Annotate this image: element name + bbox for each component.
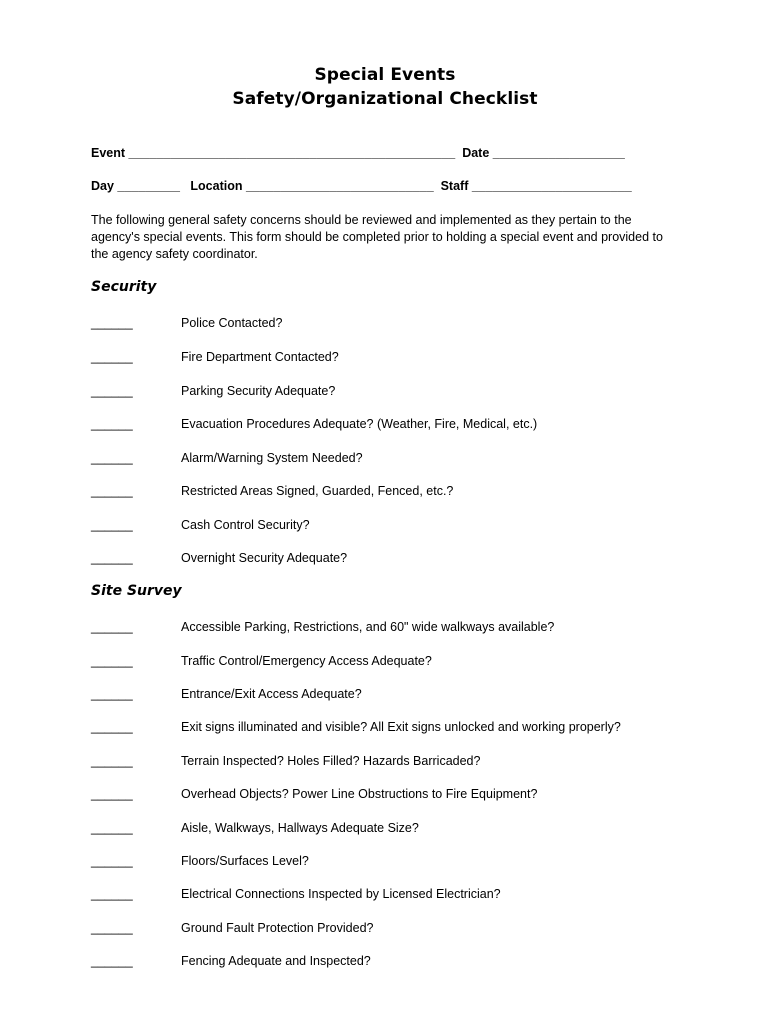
check-blank: ______ [91, 620, 133, 634]
item-label: Electrical Connections Inspected by Licensed Electrician? [181, 887, 501, 901]
item-label: Evacuation Procedures Adequate? (Weather, Fire, Medical, etc.) [181, 417, 538, 431]
check-blank: ______ [91, 484, 133, 498]
check-blank: ______ [91, 518, 133, 532]
check-blank: ______ [91, 954, 133, 968]
check-blank: ______ [91, 787, 133, 801]
day-location-staff-line: Day _________ Location ___________________________ Staff _______________________ [91, 179, 632, 193]
check-blank: ______ [91, 551, 133, 565]
item-label: Fire Department Contacted? [181, 350, 339, 364]
check-blank: ______ [91, 854, 133, 868]
check-blank: ______ [91, 451, 133, 465]
check-blank: ______ [91, 384, 133, 398]
item-label: Cash Control Security? [181, 518, 310, 532]
item-label: Floors/Surfaces Level? [181, 854, 309, 868]
item-label: Entrance/Exit Access Adequate? [181, 687, 362, 701]
item-label: Traffic Control/Emergency Access Adequate? [181, 654, 432, 668]
title-line-1: Special Events [314, 65, 456, 85]
check-blank: ______ [91, 821, 133, 835]
intro-paragraph: The following general safety concerns should be reviewed and implemented as they pertain to the agency's special events. This form should be completed prior to holding a special event and provided to the agency safety coordinator. [91, 213, 663, 261]
item-label: Exit signs illuminated and visible? All Exit signs unlocked and working properly? [181, 720, 621, 734]
item-label: Overhead Objects? Power Line Obstructions to Fire Equipment? [181, 787, 538, 801]
item-label: Aisle, Walkways, Hallways Adequate Size? [181, 821, 419, 835]
item-label: Overnight Security Adequate? [181, 551, 348, 565]
item-label: Terrain Inspected? Holes Filled? Hazards Barricaded? [181, 754, 481, 768]
check-blank: ______ [91, 687, 133, 701]
item-label: Alarm/Warning System Needed? [181, 451, 363, 465]
site-survey-heading: Site Survey [91, 583, 182, 599]
item-label: Fencing Adequate and Inspected? [181, 954, 371, 968]
check-blank: ______ [91, 921, 133, 935]
check-blank: ______ [91, 887, 133, 901]
title-line-2: Safety/Organizational Checklist [232, 89, 538, 109]
check-blank: ______ [91, 350, 133, 364]
check-blank: ______ [91, 417, 133, 431]
check-blank: ______ [91, 754, 133, 768]
event-date-line: Event _______________________________________________ Date ___________________ [91, 146, 625, 160]
item-label: Restricted Areas Signed, Guarded, Fenced, etc.? [181, 484, 454, 498]
item-label: Ground Fault Protection Provided? [181, 921, 374, 935]
security-heading: Security [91, 279, 157, 295]
check-blank: ______ [91, 654, 133, 668]
item-label: Accessible Parking, Restrictions, and 60" wide walkways available? [181, 620, 555, 634]
check-blank: ______ [91, 720, 133, 734]
item-label: Police Contacted? [181, 316, 283, 330]
check-blank: ______ [91, 316, 133, 330]
item-label: Parking Security Adequate? [181, 384, 336, 398]
